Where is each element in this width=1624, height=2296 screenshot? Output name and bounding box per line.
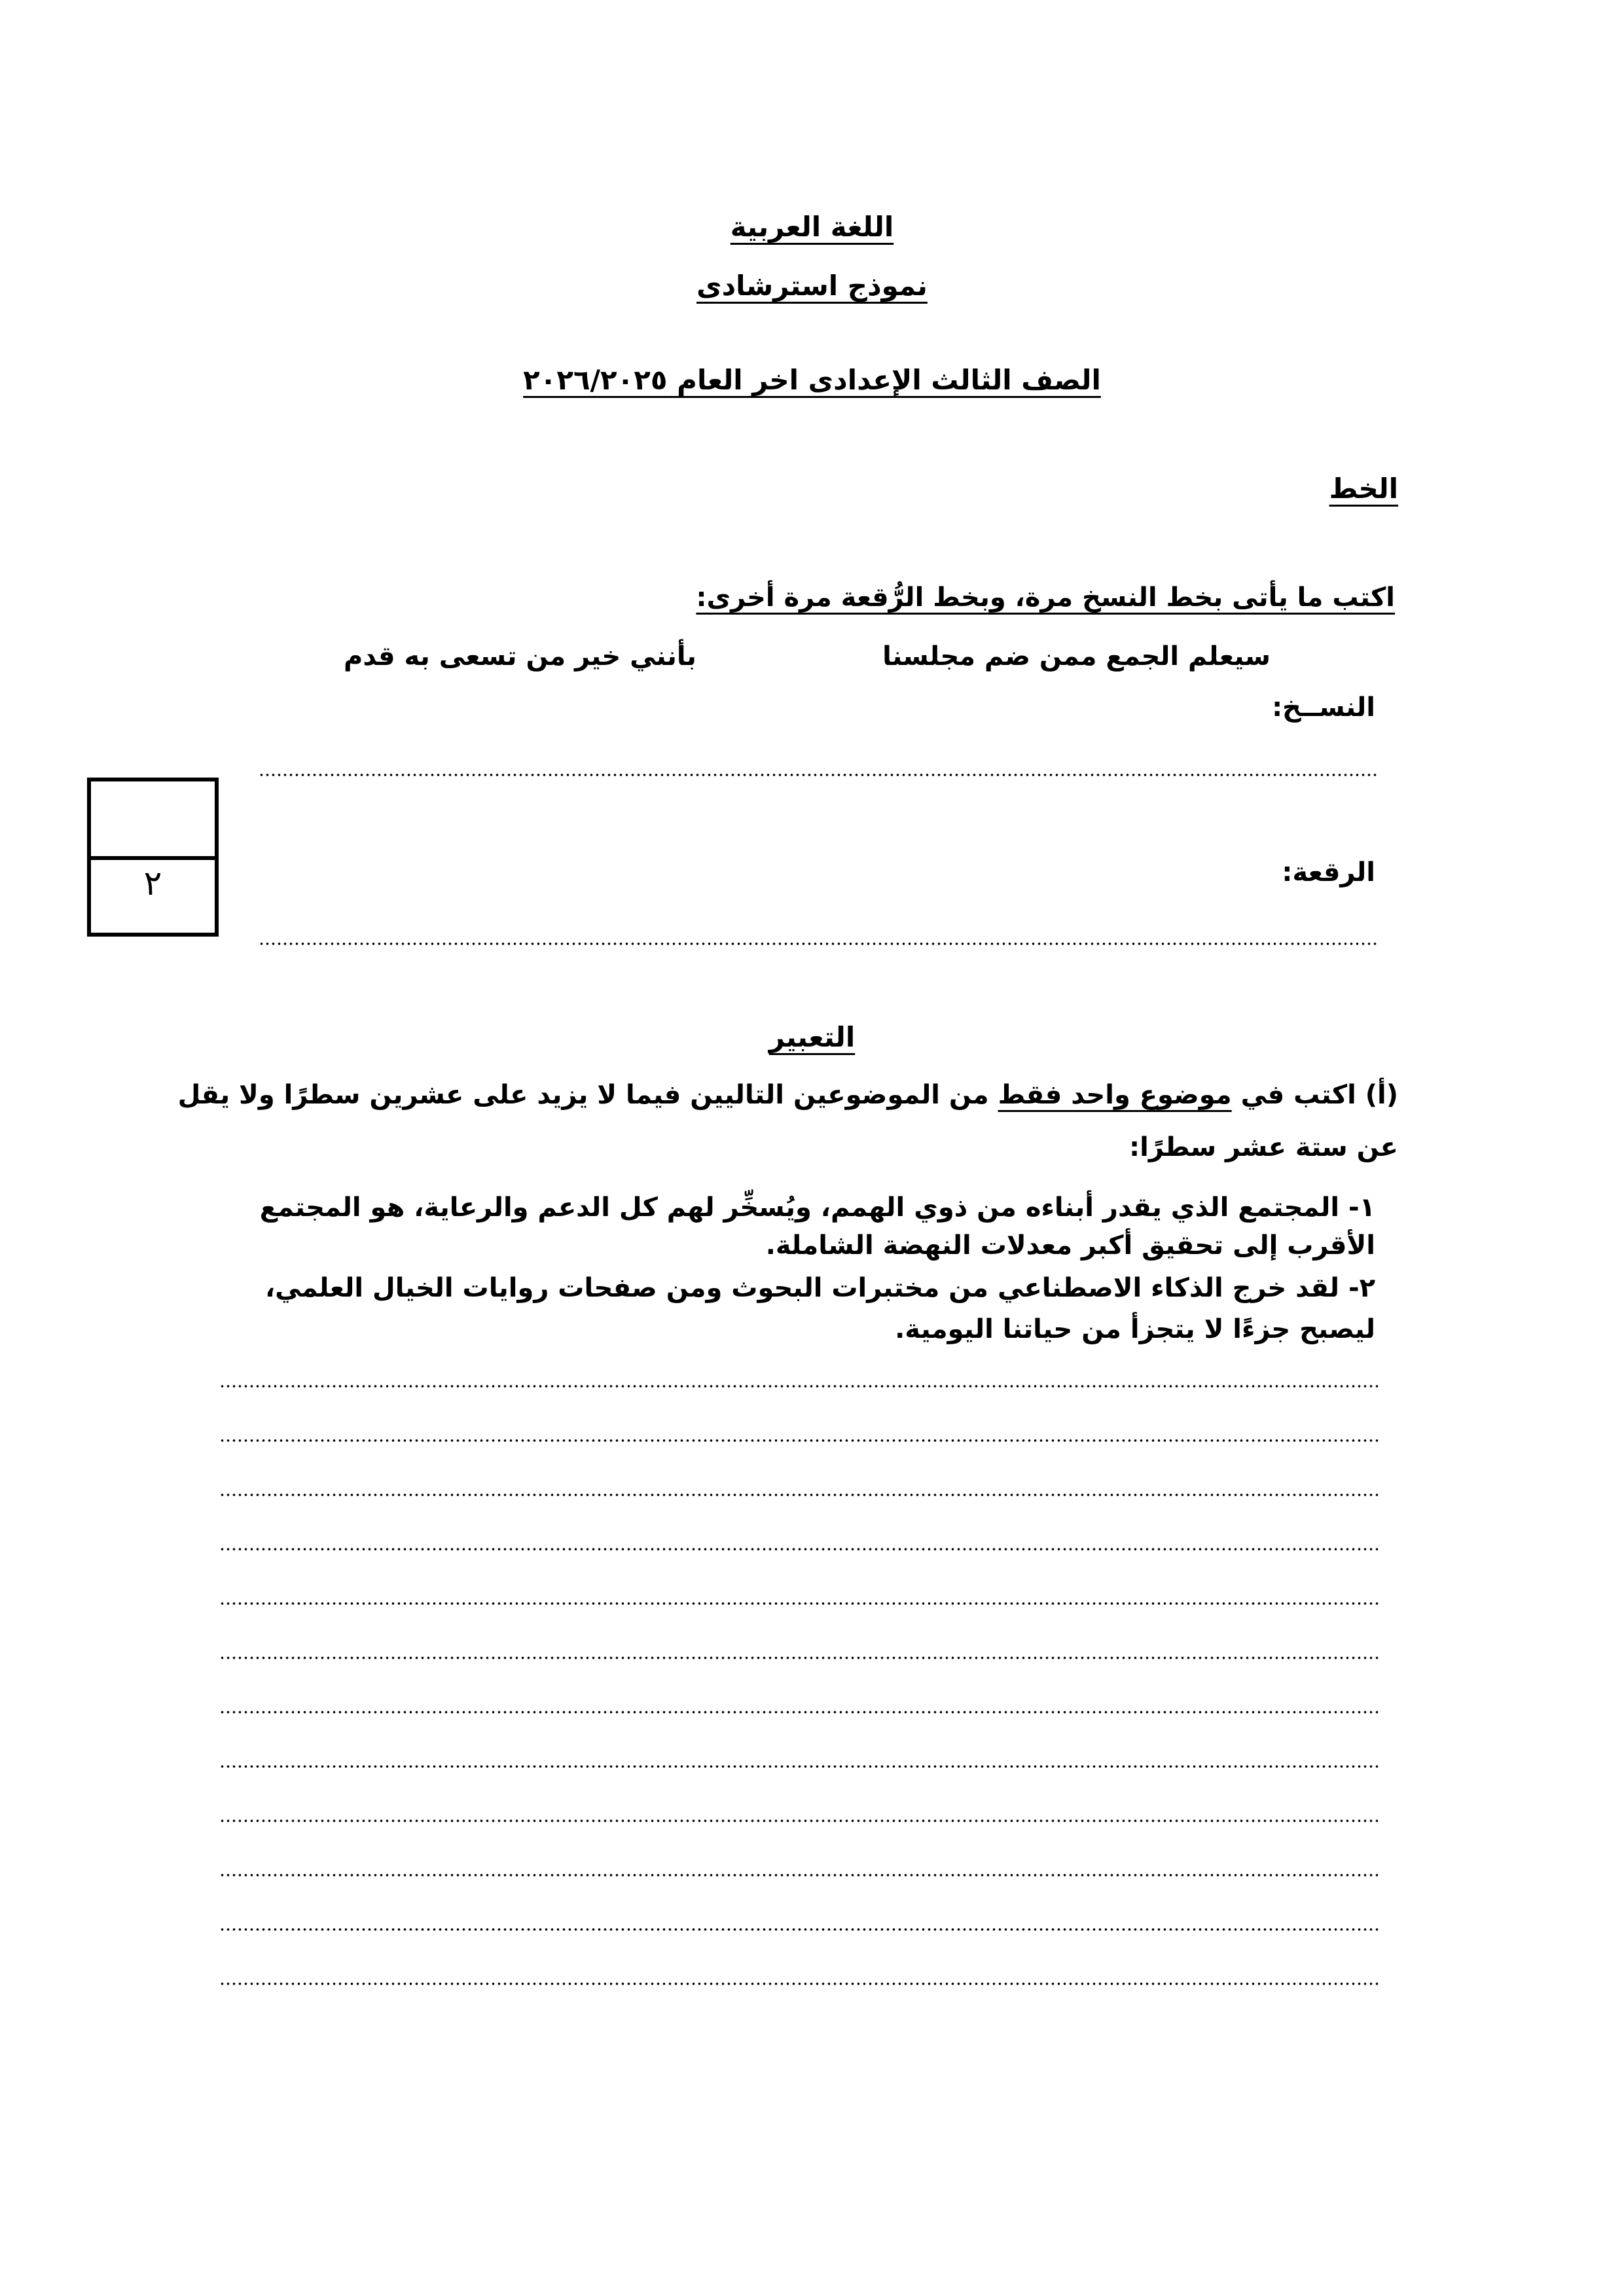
answer-line[interactable]: [219, 1928, 1379, 1931]
verse-first-half: سيعلم الجمع ممن ضم مجلسنا: [882, 641, 1271, 672]
subject-title: اللغة العربية: [730, 211, 894, 243]
handwriting-instruction: اكتب ما يأتى بخط النسخ مرة، وبخط الرُّقعة مرة أخرى:: [696, 583, 1395, 613]
topic1-line1: ١- المجتمع الذي يقدر أبناءه من ذوي الهمم، ويُسخِّر لهم كل الدعم والرعاية، هو المجتمع: [259, 1193, 1375, 1223]
answer-line[interactable]: [219, 1711, 1379, 1713]
answer-line[interactable]: [219, 1982, 1379, 1985]
handwriting-heading: الخط: [1329, 473, 1398, 505]
naskh-writing-line[interactable]: [259, 774, 1379, 776]
topic2-line1: ٢- لقد خرج الذكاء الاصطناعي من مختبرات البحوث ومن صفحات روايات الخيال العلمي،: [264, 1273, 1375, 1303]
grade-line: الصف الثالث الإعدادى اخر العام ٢٠٢٦/٢٠٢٥: [523, 364, 1101, 396]
answer-line[interactable]: [219, 1874, 1379, 1876]
task-underlined: موضوع واحد فقط: [998, 1080, 1232, 1110]
score-divider: [91, 856, 215, 860]
answer-line[interactable]: [219, 1657, 1379, 1659]
model-title: نموذج استرشادى: [696, 270, 928, 302]
score-box: [87, 778, 219, 937]
task-text-b: من الموضوعين التاليين فيما لا يزيد على عشرين سطرًا ولا يقل: [177, 1080, 998, 1110]
topic2-line2: ليصبح جزءًا لا يتجزأ من حياتنا اليومية.: [895, 1314, 1375, 1344]
topic1-line2: الأقرب إلى تحقيق أكبر معدلات النهضة الشاملة.: [765, 1230, 1375, 1261]
answer-line[interactable]: [219, 1439, 1379, 1442]
composition-heading: التعبير: [768, 1021, 856, 1053]
answer-line[interactable]: [219, 1494, 1379, 1496]
task-text-a: (أ) اكتب في: [1231, 1080, 1398, 1110]
answer-line[interactable]: [219, 1820, 1379, 1822]
answer-line[interactable]: [219, 1602, 1379, 1605]
score-value: ٢: [143, 864, 162, 903]
ruqaa-label: الرقعة:: [1282, 857, 1375, 888]
verse-second-half: بأنني خير من تسعى به قدم: [344, 641, 696, 672]
answer-line[interactable]: [219, 1548, 1379, 1551]
naskh-label: النســخ:: [1272, 692, 1375, 723]
ruqaa-writing-line[interactable]: [259, 942, 1379, 945]
answer-line[interactable]: [219, 1385, 1379, 1388]
answer-line[interactable]: [219, 1765, 1379, 1768]
composition-task-line2: عن ستة عشر سطرًا:: [1129, 1132, 1398, 1162]
composition-task-line1: [178, 1080, 1398, 1110]
